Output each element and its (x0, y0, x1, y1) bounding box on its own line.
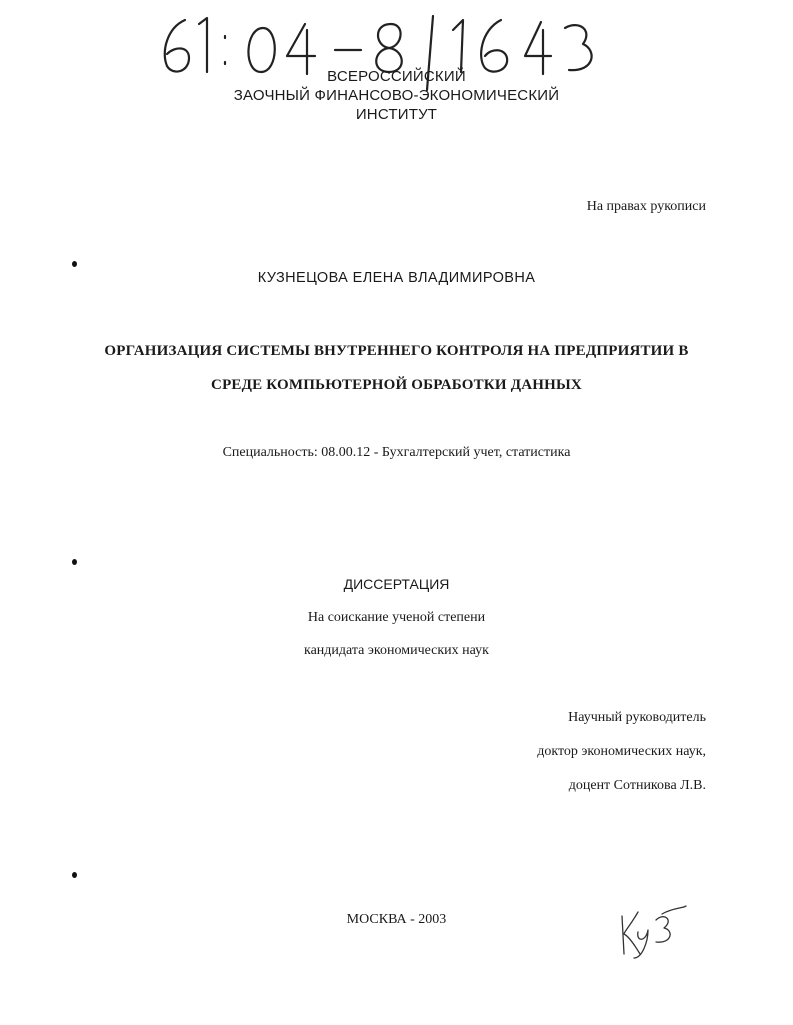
manuscript-rights: На правах рукописи (586, 199, 706, 214)
margin-dot-2 (72, 559, 77, 565)
institution-line-1: ВСЕРОССИЙСКИЙ (327, 68, 466, 85)
dissertation-title-line-2: СРЕДЕ КОМПЬЮТЕРНОЙ ОБРАБОТКИ ДАННЫХ (211, 377, 582, 393)
supervisor-line-2: доктор экономических наук, (537, 744, 706, 759)
place-year: МОСКВА - 2003 (346, 912, 447, 927)
margin-dot-3 (72, 872, 77, 878)
supervisor-line-3: доцент Сотникова Л.В. (568, 778, 706, 793)
handwritten-signature (612, 902, 692, 962)
specialty: Специальность: 08.00.12 - Бухгалтерский учет, статистика (222, 445, 571, 460)
degree-line-1: На соискание ученой степени (307, 610, 486, 625)
institution-name (0, 67, 793, 124)
degree-line-2: кандидата экономических наук (304, 643, 489, 658)
institution-line-2: ЗАОЧНЫЙ ФИНАНСОВО-ЭКОНОМИЧЕСКИЙ (233, 87, 560, 104)
dissertation-title-line-1: ОРГАНИЗАЦИЯ СИСТЕМЫ ВНУТРЕННЕГО КОНТРОЛЯ НА ПРЕДПРИЯТИИ В (104, 343, 689, 359)
margin-dot-1 (72, 261, 77, 267)
document-type: ДИССЕРТАЦИЯ (343, 576, 450, 592)
supervisor-line-1: Научный руководитель (568, 710, 706, 725)
author-name: КУЗНЕЦОВА ЕЛЕНА ВЛАДИМИРОВНА (257, 270, 536, 286)
institution-line-3: ИНСТИТУТ (355, 106, 438, 123)
